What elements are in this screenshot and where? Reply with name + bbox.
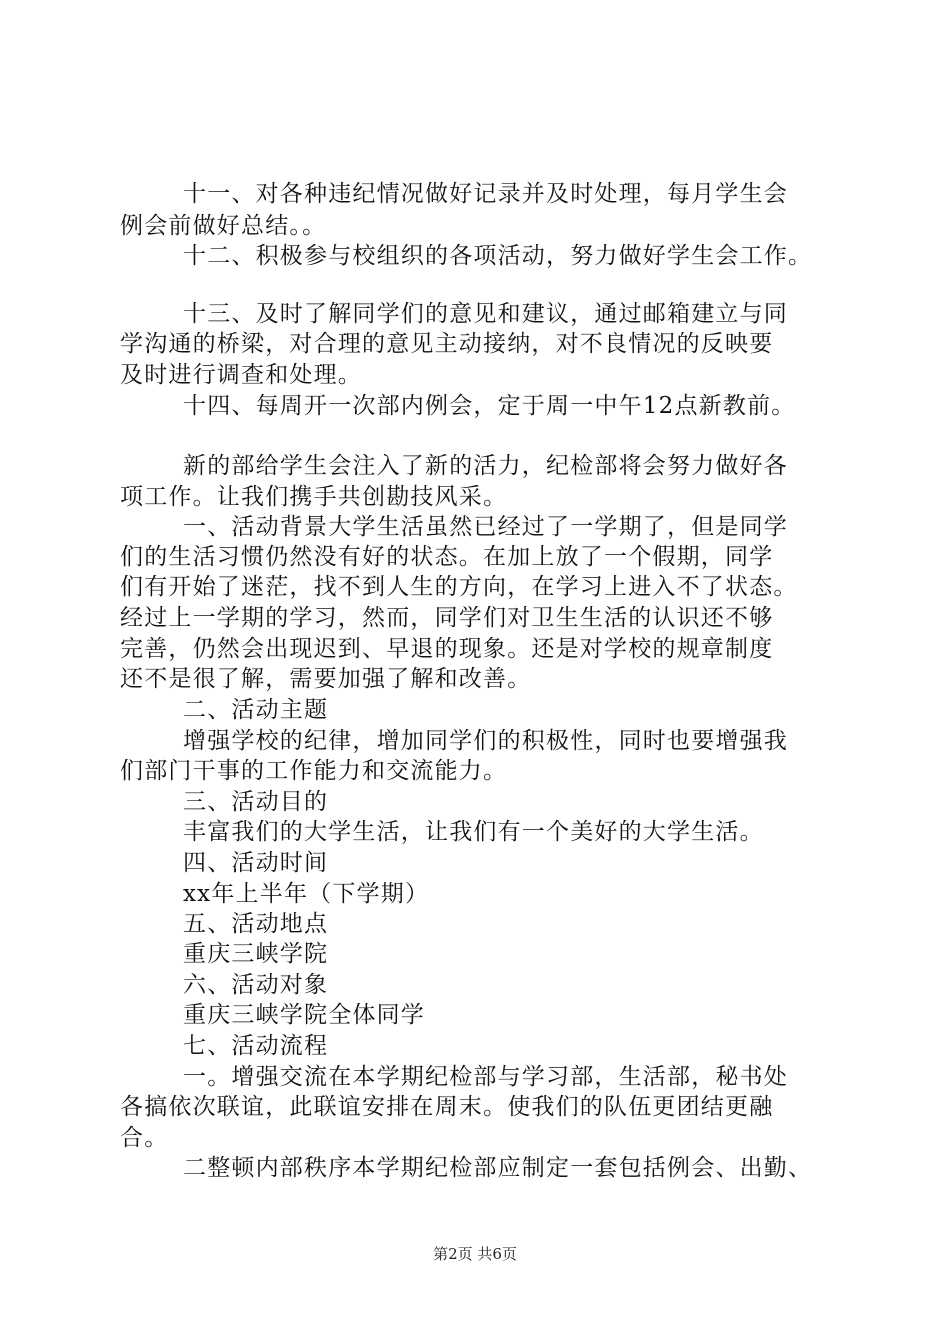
- text-line: 十三、及时了解同学们的意见和建议，通过邮箱建立与同: [183, 301, 788, 327]
- section-heading: 二、活动主题: [183, 697, 329, 723]
- text-line: 们的生活习惯仍然没有好的状态。在加上放了一个假期，同学: [120, 544, 774, 570]
- section-heading: 三、活动目的: [183, 789, 329, 815]
- text-line: 们有开始了迷茫，找不到人生的方向，在学习上进入不了状态。: [120, 574, 798, 600]
- page-footer: 第2页 共6页: [433, 1245, 517, 1263]
- text-line: 及时进行调查和处理。: [120, 362, 362, 388]
- section-heading: 六、活动对象: [183, 972, 329, 998]
- text-line: 二整顿内部秩序本学期纪检部应制定一套包括例会、出勤、: [183, 1155, 813, 1181]
- text-line: 完善，仍然会出现迟到、早退的现象。还是对学校的规章制度: [120, 636, 774, 662]
- text-line: 们部门干事的工作能力和交流能力。: [120, 758, 508, 784]
- text-line: 例会前做好总结。。: [120, 213, 327, 239]
- text-line: 增强学校的纪律，增加同学们的积极性，同时也要增强我: [183, 728, 788, 754]
- section-heading: 四、活动时间: [183, 850, 329, 876]
- text-line: 十四、每周开一次部内例会，定于周一中午12点新教前。: [183, 393, 796, 419]
- text-line: 一。增强交流在本学期纪检部与学习部，生活部，秘书处: [183, 1064, 788, 1090]
- text-line: 重庆三峡学院全体同学: [183, 1002, 425, 1028]
- text-line: 丰富我们的大学生活，让我们有一个美好的大学生活。: [183, 819, 764, 845]
- text-line: 合。: [120, 1125, 169, 1151]
- text-line: 一、活动背景大学生活虽然已经过了一学期了，但是同学: [183, 514, 788, 540]
- text-line: 学沟通的桥梁，对合理的意见主动接纳，对不良情况的反映要: [120, 331, 774, 357]
- text-line: xx年上半年（下学期）: [183, 881, 430, 907]
- section-heading: 五、活动地点: [183, 911, 329, 937]
- text-line: 项工作。让我们携手共创勘技风采。: [120, 484, 508, 510]
- text-line: 经过上一学期的学习，然而，同学们对卫生生活的认识还不够: [120, 605, 774, 631]
- text-line: 新的部给学生会注入了新的活力，纪检部将会努力做好各: [183, 453, 788, 479]
- text-line: 重庆三峡学院: [183, 941, 329, 967]
- text-line: 还不是很了解，需要加强了解和改善。: [120, 666, 532, 692]
- text-line: 各搞依次联谊，此联谊安排在周末。使我们的队伍更团结更融: [120, 1094, 774, 1120]
- section-heading: 七、活动流程: [183, 1033, 329, 1059]
- text-line: 十二、积极参与校组织的各项活动，努力做好学生会工作。: [183, 243, 813, 269]
- text-line: 十一、对各种违纪情况做好记录并及时处理，每月学生会: [183, 181, 788, 207]
